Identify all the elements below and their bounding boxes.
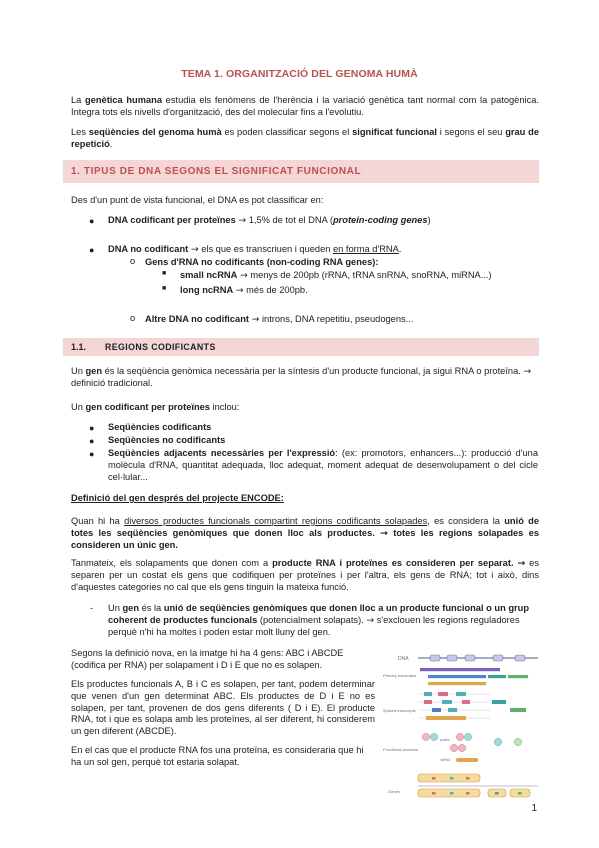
text: . [398,244,402,254]
label: small ncRNA [180,270,238,280]
arrow-right-icon: → [190,244,199,255]
list-item-noncoding-dna [108,244,538,256]
label-protein: protein [440,738,450,742]
document-title: TEMA 1. ORGANITZACIÓ DEL GENOMA HUMÀ [181,68,418,80]
label-dna: DNA [398,656,409,662]
text: introns, DNA repetitiu, pseudogens... [259,314,414,324]
bullet-circle-icon: o [130,313,136,323]
arrow-right-icon: → [366,614,375,626]
label: Gens d'RNA no codificants (non-coding RNA genes): [145,257,379,267]
term: totes les regions solapades es consideren un únic gen. [71,527,539,550]
text: . [109,138,113,149]
term: protein-coding genes [332,215,428,225]
label: DNA no codificant [108,244,189,254]
term-gen: gen [85,366,102,376]
bullet-dot-icon: ● [89,423,95,433]
list-item-adjacent-seq [108,448,538,483]
arrow-right-icon: → [517,558,526,569]
figure-caption-2: Els productes funcionals A, B i C es solapen, per tant, podem determinar que venen d'un gen determinat ABC. Els productes de D i E no es solapen, per tant, provenen de dos gens diferents ( D i E). El producte RNA, tot i que es solapa amb les proteïnes, al ser diferent, hi considerem un gen diferent (ABCDE). [71,679,375,737]
text: Quan hi ha [71,516,125,526]
list-item-long-ncrna [180,285,540,297]
text: La [71,95,85,105]
term: producte RNA i proteïnes es consideren per separat. [272,558,514,568]
term: seqüències del genoma humà [88,127,222,137]
label: Altre DNA no codificant [145,314,249,324]
encode-heading [71,493,539,505]
list-item-other-noncoding [145,314,535,326]
figure-caption-3: En el cas que el producte RNA fos una proteïna, es consideraria que hi ha un sol gen, perquè tot estaria solapat. [71,745,364,767]
label: long ncRNA [180,285,234,295]
text: s'exclouen les regions reguladores perquè n'hi ha moltes i poden estar molt lluny del gen. [108,614,520,637]
label: Seqüències codificants [108,422,212,432]
figure-caption-1: Segons la definició nova, en la imatge hi ha 4 gens: ABC i ABCDE (codifica per RNA) per solapament i D i E que no es solapen. [71,648,344,670]
gen-definition-paragraph [71,366,539,390]
encode-title: Definició del gen després del projecte ENCODE: [71,493,284,503]
text: estudia els fenòmens de l'herència i la variació genètica tant normal com la patogènica. Integra tots els nivells d'organització, des del molecular fins a l'evolutiu. [71,95,539,117]
text: Tanmateix, els solapaments que donen com a [71,558,273,568]
underlined-text: en forma d'RNA [333,244,399,254]
term-genetica-humana: genètica humana [85,95,163,105]
section-1-header [63,160,539,183]
text: (potencialment solapats). [257,614,367,625]
label: Seqüències adjacents necessàries per l'expressió [108,448,336,458]
term: unió de totes les seqüències genòmiques que donen lloc als productes. [71,516,539,538]
term: unió de seqüències genòmiques que donen lloc a un producte funcional o un grup coherent de productes funcionals [108,603,529,625]
list-item-ncrna-genes [145,257,535,269]
section-1-title: 1. TIPUS DE DNA SEGONS EL SIGNIFICAT FUNCIONAL [71,166,362,177]
text: , es considera la [427,516,505,526]
intro-paragraph-2 [71,127,539,151]
section-1-1-title: REGIONS CODIFICANTS [105,342,216,352]
text: Un [108,603,123,613]
page-number: 1 [531,803,537,814]
bullet-dot-icon: ● [89,216,95,226]
arrow-right-icon: → [239,270,248,281]
bullet-square-icon: ■ [162,285,167,292]
encode-paragraph-1 [71,516,539,551]
term: gen codificant per proteïnes [85,402,210,412]
bullet-dot-icon: ● [89,436,95,446]
text: ) [427,215,431,225]
text: Un [71,366,86,376]
encode-paragraph-2 [71,558,539,593]
term: significat funcional [352,127,437,137]
arrow-right-icon: → [523,366,532,377]
text: inclou: [209,402,240,412]
arrow-right-icon: → [238,215,247,226]
list-item-coding-seq [108,422,538,434]
text: i segons el seu [437,127,506,137]
label: DNA codificant per proteïnes [108,215,236,225]
label-functional-products: Functional products [383,747,418,752]
text: menys de 200pb (rRNA, tRNA snRNA, snoRNA, miRNA...) [247,270,492,280]
list-item-noncoding-seq [108,435,538,447]
gen-codificant-paragraph [71,402,539,414]
label-ncrna: ncRNA [440,758,451,762]
text: els que es transcriuen i queden [198,244,333,254]
text: Un [71,402,86,412]
bullet-dot-icon: ● [89,449,95,459]
text: : (ex: promotors, enhancers...): producció d'una molècula d'RNA, quantitat adequada, lloc adequat, moment adequat de desenvolupament o del cicle cel·lular... [108,448,539,482]
list-item-small-ncrna [180,270,540,282]
text: 1,5% de tot el DNA ( [246,215,333,225]
text: més de 200pb. [243,285,308,295]
bullet-square-icon: ■ [162,270,167,277]
section-1-1-number: 1.1. [71,342,87,352]
text: Les [71,127,89,137]
bullet-dot-icon: ● [89,245,95,255]
section-1-1-header [63,338,539,356]
section-1-intro: Des d'un punt de vista funcional, el DNA es pot classificar en: [71,195,324,205]
text: és la seqüència genòmica necessària per la síntesis d'un producte funcional, ja sigui RNA o proteïna. [102,366,524,376]
term: grau de repetició [71,127,539,149]
arrow-right-icon: → [235,285,244,296]
list-item-coding-dna [108,215,538,227]
encode-gene-figure [380,648,540,816]
arrow-right-icon: → [251,314,260,325]
text: es poden classificar segons el [221,127,353,137]
label-genes: Genes [388,789,400,794]
bullet-circle-icon: o [130,256,136,266]
term-gen: gen [122,603,139,613]
text: és la [139,603,164,613]
intro-paragraph-1 [71,95,539,119]
bullet-dash: - [90,603,94,613]
arrow-right-icon: → [380,527,388,539]
underlined-text: diversos productes funcionals compartint regions codificants solapades [124,516,428,526]
label: Seqüències no codificants [108,435,226,445]
label-primary-transcripts: Primary transcripts [383,673,417,678]
label-spliced-transcripts: Spliced transcripts [383,708,416,713]
text: es separen per un costat els gens que codifiquen per proteïnes i per l'altra, els gens de RNA; tot i això, dins d'aquestes categories no cal que els gens tinguin la mateixa funció. [71,558,539,592]
text: definició tradicional. [71,377,153,388]
encode-paragraph-3 [108,603,540,638]
